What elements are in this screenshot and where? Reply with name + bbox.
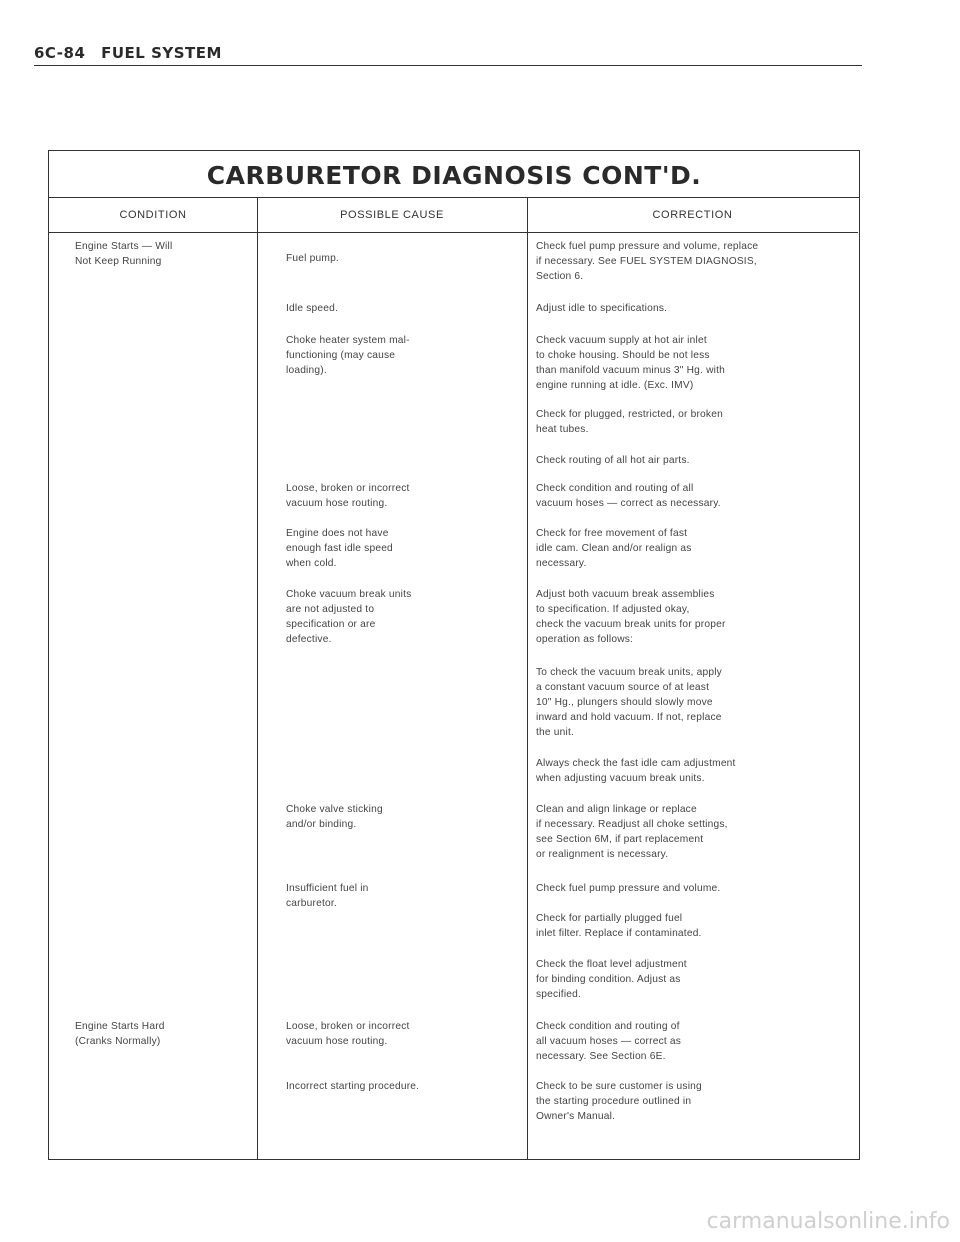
correction-cell: Check the float level adjustment for binding condition. Adjust as specified. bbox=[536, 959, 687, 1000]
column-header-correction: CORRECTION bbox=[527, 198, 858, 233]
column-divider bbox=[257, 198, 258, 1159]
section-title: FUEL SYSTEM bbox=[101, 44, 222, 62]
correction-cell: Check to be sure customer is using the starting procedure outlined in Owner's Manual. bbox=[536, 1081, 702, 1122]
correction-cell: Always check the fast idle cam adjustment when adjusting vacuum break units. bbox=[536, 758, 736, 784]
correction-cell: Check condition and routing of all vacuum hoses — correct as necessary. See Section 6E. bbox=[536, 1021, 682, 1062]
cause-cell: Choke vacuum break units are not adjusted to specification or are defective. bbox=[286, 589, 412, 645]
watermark: carmanualsonline.info bbox=[706, 1209, 950, 1234]
correction-cell: Adjust idle to specifications. bbox=[536, 303, 668, 314]
table-title: CARBURETOR DIAGNOSIS CONT'D. bbox=[49, 151, 859, 198]
correction-cell: Check condition and routing of all vacuum hoses — correct as necessary. bbox=[536, 483, 721, 509]
condition-cell: Engine Starts — Will Not Keep Running bbox=[75, 241, 173, 267]
diagnosis-table bbox=[48, 150, 860, 1160]
page-code: 6C-84 bbox=[34, 44, 86, 62]
correction-cell: To check the vacuum break units, apply a constant vacuum source of at least 10" Hg., plungers should slowly move inward and hold vacuum. If not, replace the unit. bbox=[536, 667, 722, 738]
correction-cell: Check routing of all hot air parts. bbox=[536, 455, 690, 466]
cause-cell: Idle speed. bbox=[286, 303, 339, 314]
condition-cell: Engine Starts Hard (Cranks Normally) bbox=[75, 1021, 165, 1047]
correction-cell: Check for free movement of fast idle cam. Clean and/or realign as necessary. bbox=[536, 528, 692, 569]
cause-cell: Insufficient fuel in carburetor. bbox=[286, 883, 369, 909]
correction-cell: Check vacuum supply at hot air inlet to choke housing. Should be not less than manifold vacuum minus 3" Hg. with engine running at idle. (Exc. IMV) bbox=[536, 335, 726, 391]
cause-cell: Fuel pump. bbox=[286, 253, 339, 264]
cause-cell: Choke valve sticking and/or binding. bbox=[286, 804, 383, 830]
correction-cell: Check for plugged, restricted, or broken heat tubes. bbox=[536, 409, 723, 435]
page-header bbox=[34, 44, 862, 66]
cause-cell: Engine does not have enough fast idle speed when cold. bbox=[286, 528, 393, 569]
correction-cell: Check fuel pump pressure and volume. bbox=[536, 883, 721, 894]
column-header-possible-cause: POSSIBLE CAUSE bbox=[257, 198, 527, 233]
correction-cell: Check fuel pump pressure and volume, replace if necessary. See FUEL SYSTEM DIAGNOSIS, Section 6. bbox=[536, 241, 759, 282]
column-divider bbox=[527, 198, 528, 1159]
correction-cell: Clean and align linkage or replace if necessary. Readjust all choke settings, see Section 6M, if part replacement or realignment is necessary. bbox=[536, 804, 728, 860]
cause-cell: Incorrect starting procedure. bbox=[286, 1081, 420, 1092]
column-header-condition: CONDITION bbox=[49, 198, 257, 233]
cause-cell: Choke heater system mal- functioning (may cause loading). bbox=[286, 335, 410, 376]
cause-cell: Loose, broken or incorrect vacuum hose routing. bbox=[286, 1021, 410, 1047]
cause-cell: Loose, broken or incorrect vacuum hose routing. bbox=[286, 483, 410, 509]
correction-cell: Adjust both vacuum break assemblies to specification. If adjusted okay, check the vacuum break units for proper operation as follows: bbox=[536, 589, 726, 645]
correction-cell: Check for partially plugged fuel inlet filter. Replace if contaminated. bbox=[536, 913, 702, 939]
